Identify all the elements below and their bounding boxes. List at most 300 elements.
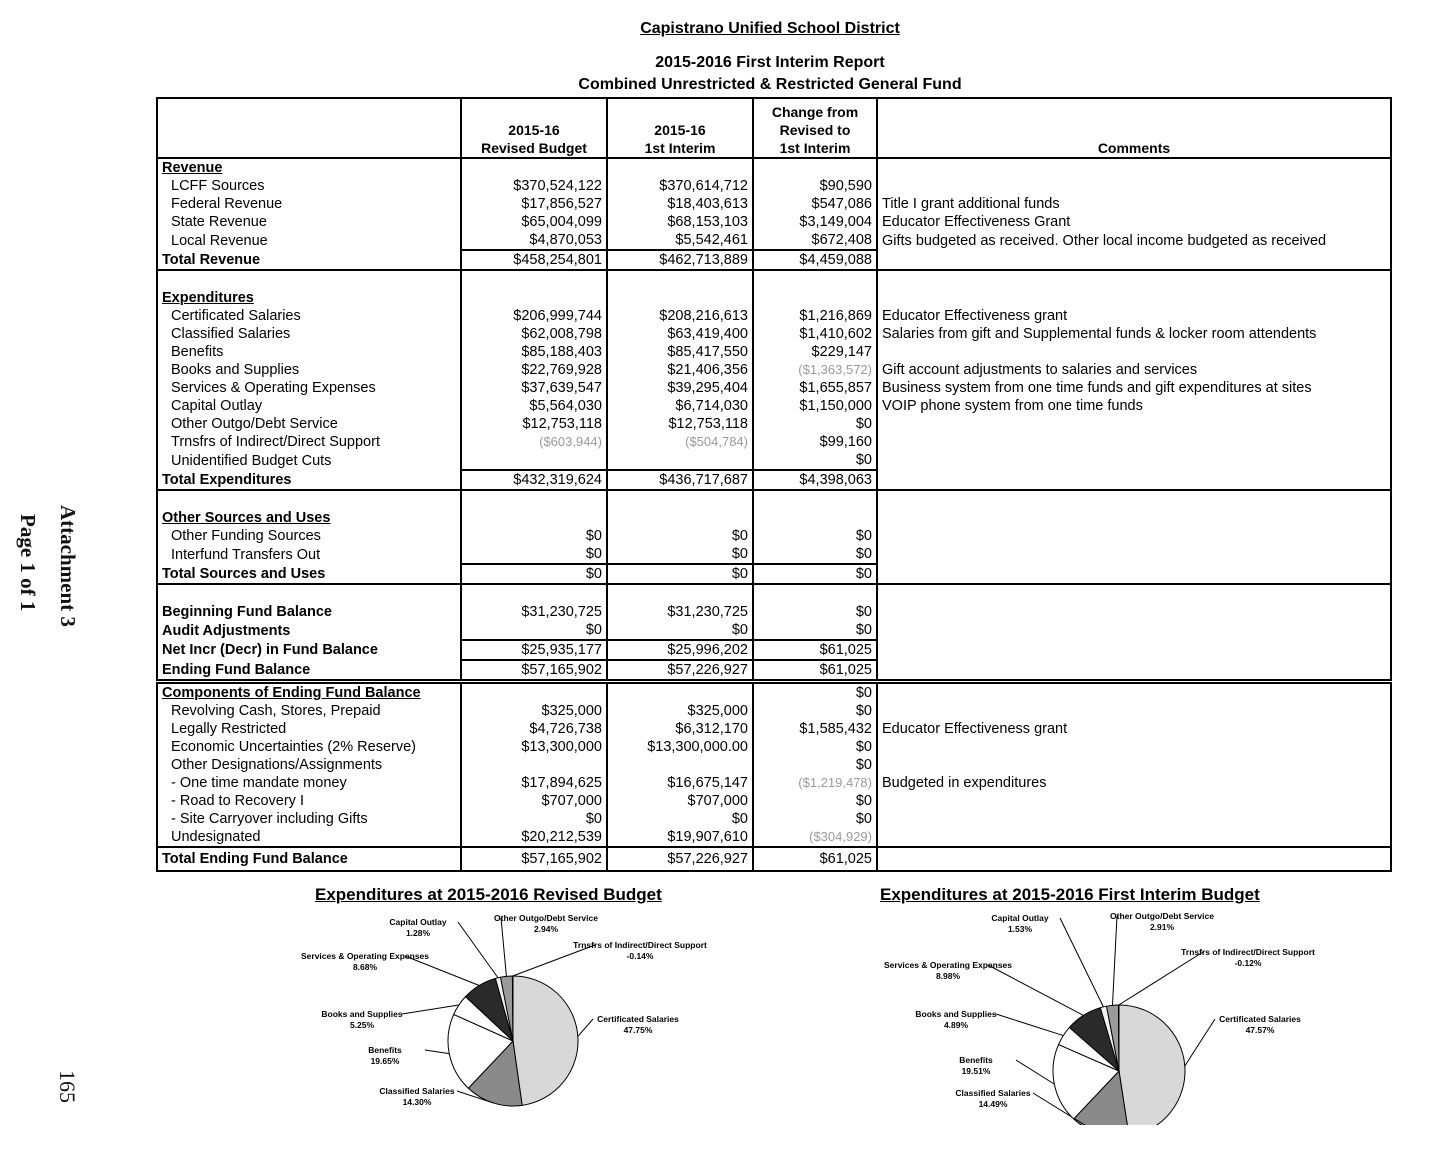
comment-cell <box>877 756 1391 774</box>
comment-cell: Business system from one time funds and gift expenditures at sites <box>877 379 1391 397</box>
section-heading: Components of Ending Fund Balance <box>157 683 461 702</box>
value-change: $0 <box>753 527 877 545</box>
row-label: Total Sources and Uses <box>157 564 461 584</box>
value-change: $90,590 <box>753 177 877 195</box>
value-change: $1,150,000 <box>753 397 877 415</box>
value-change: $4,459,088 <box>753 250 877 270</box>
value-revised: $0 <box>461 527 607 545</box>
header-line: 2015-16 <box>654 122 706 138</box>
comment-cell: Title I grant additional funds <box>877 195 1391 213</box>
value-interim: $0 <box>607 527 753 545</box>
table-row <box>157 527 1391 545</box>
slice-label: Certificated Salaries <box>1219 1014 1301 1024</box>
empty-cell <box>461 683 607 702</box>
pie-slice <box>513 976 578 1105</box>
section-heading-row <box>157 289 1391 307</box>
value-revised: ($603,944) <box>461 433 607 451</box>
slice-label: Classified Salaries <box>379 1086 455 1096</box>
value-interim: $6,312,170 <box>607 720 753 738</box>
row-label: Interfund Transfers Out <box>157 545 461 564</box>
value-interim: $0 <box>607 621 753 640</box>
slice-label: Capital Outlay <box>991 913 1049 923</box>
comment-cell: Educator Effectiveness grant <box>877 720 1391 738</box>
value-interim: $19,907,610 <box>607 828 753 847</box>
table-row <box>157 774 1391 792</box>
value-interim: $18,403,613 <box>607 195 753 213</box>
empty-cell <box>607 490 753 509</box>
slice-value-label: -0.12% <box>1234 958 1262 968</box>
total-row <box>157 250 1391 270</box>
value-interim: $707,000 <box>607 792 753 810</box>
value-change: $0 <box>753 564 877 584</box>
value-change: $0 <box>753 621 877 640</box>
slice-value-label: 4.89% <box>943 1020 969 1030</box>
value-interim: $325,000 <box>607 702 753 720</box>
value-change: $61,025 <box>753 847 877 871</box>
value-interim: $0 <box>607 810 753 828</box>
pie-chart-revised <box>300 905 720 1125</box>
spacer-row <box>157 270 1391 289</box>
slice-label: Books and Supplies <box>915 1009 997 1019</box>
empty-cell <box>877 270 1391 289</box>
report-title: 2015-2016 First Interim Report <box>655 54 885 71</box>
table-row <box>157 603 1391 621</box>
header-line: 1st Interim <box>779 140 851 156</box>
value-change: $672,408 <box>753 231 877 250</box>
row-label: Trnsfrs of Indirect/Direct Support <box>157 433 461 451</box>
value-change: $0 <box>753 756 877 774</box>
leader-line <box>501 918 506 976</box>
value-revised: $17,894,625 <box>461 774 607 792</box>
value-change: $547,086 <box>753 195 877 213</box>
value-change: $99,160 <box>753 433 877 451</box>
slice-label: Capital Outlay <box>389 917 447 927</box>
value-revised: $62,008,798 <box>461 325 607 343</box>
slice-label: Services & Operating Expenses <box>300 951 430 961</box>
value-interim: $12,753,118 <box>607 415 753 433</box>
value-revised: $13,300,000 <box>461 738 607 756</box>
header-line: Revised to <box>779 122 851 138</box>
comment-cell <box>877 250 1391 270</box>
value-interim <box>607 756 753 774</box>
slice-value-label: 5.25% <box>349 1020 375 1030</box>
empty-cell <box>877 158 1391 177</box>
comment-cell <box>877 527 1391 545</box>
table-row <box>157 738 1391 756</box>
slice-label: Certificated Salaries <box>597 1014 679 1024</box>
value-revised: $65,004,099 <box>461 213 607 231</box>
page-number: 165 <box>55 1070 80 1103</box>
value-revised: $0 <box>461 621 607 640</box>
comment-cell <box>877 702 1391 720</box>
value-revised: $458,254,801 <box>461 250 607 270</box>
spacer-row <box>157 584 1391 603</box>
slice-value-label: 8.98% <box>935 971 961 981</box>
slice-label: Trnsfrs of Indirect/Direct Support <box>573 940 707 950</box>
value-revised <box>461 451 607 470</box>
slice-value-label: 19.51% <box>961 1066 991 1076</box>
comment-cell <box>877 545 1391 564</box>
leader-line <box>1112 916 1117 1005</box>
empty-cell <box>461 270 607 289</box>
value-revised: $17,856,527 <box>461 195 607 213</box>
pie-slice <box>1119 1005 1185 1125</box>
row-label: Benefits <box>157 343 461 361</box>
header-line: Change from <box>771 104 859 120</box>
leader-line <box>578 1019 593 1036</box>
empty-cell <box>607 584 753 603</box>
value-revised: $370,524,122 <box>461 177 607 195</box>
value-interim: $0 <box>607 564 753 584</box>
table-row <box>157 307 1391 325</box>
table-row <box>157 343 1391 361</box>
value-change: $1,410,602 <box>753 325 877 343</box>
slice-value-label: 19.65% <box>370 1056 400 1066</box>
row-label: Services & Operating Expenses <box>157 379 461 397</box>
empty-cell <box>607 289 753 307</box>
empty-cell <box>461 158 607 177</box>
value-revised: $432,319,624 <box>461 470 607 490</box>
value-change: $0 <box>753 451 877 470</box>
leader-line <box>988 965 1083 1015</box>
leader-line <box>1119 952 1203 1005</box>
value-revised: $85,188,403 <box>461 343 607 361</box>
empty-cell <box>877 683 1391 702</box>
table-row <box>157 397 1391 415</box>
value-change: $0 <box>753 415 877 433</box>
value-change: $4,398,063 <box>753 470 877 490</box>
slice-value-label: 2.91% <box>1149 922 1175 932</box>
slice-label: Other Outgo/Debt Service <box>1110 911 1214 921</box>
pie-chart-interim <box>860 905 1340 1125</box>
value-change: $3,149,004 <box>753 213 877 231</box>
comment-cell: Educator Effectiveness grant <box>877 307 1391 325</box>
value-change: $61,025 <box>753 640 877 660</box>
comment-cell: VOIP phone system from one time funds <box>877 397 1391 415</box>
value-revised: $20,212,539 <box>461 828 607 847</box>
table-row <box>157 545 1391 564</box>
value-change: ($1,219,478) <box>753 774 877 792</box>
row-label: Federal Revenue <box>157 195 461 213</box>
slice-label: Other Outgo/Debt Service <box>494 913 598 923</box>
table-row <box>157 433 1391 451</box>
value-revised: $0 <box>461 545 607 564</box>
comment-cell <box>877 660 1391 680</box>
value-change: $0 <box>753 545 877 564</box>
leader-line <box>402 1005 459 1014</box>
slice-value-label: 14.49% <box>978 1099 1008 1109</box>
row-label: Total Expenditures <box>157 470 461 490</box>
leader-line <box>1185 1019 1215 1066</box>
header-first-interim <box>607 98 753 158</box>
value-revised: $4,870,053 <box>461 231 607 250</box>
value-revised: $57,165,902 <box>461 847 607 871</box>
comment-cell <box>877 564 1391 584</box>
value-revised: $0 <box>461 810 607 828</box>
empty-cell <box>753 584 877 603</box>
row-label: Ending Fund Balance <box>157 660 461 680</box>
page-of-label: Page 1 of 1 <box>16 514 40 612</box>
empty-cell <box>607 509 753 527</box>
table-row <box>157 177 1391 195</box>
row-label: Undesignated <box>157 828 461 847</box>
empty-cell <box>753 270 877 289</box>
value-interim: $85,417,550 <box>607 343 753 361</box>
row-label: Capital Outlay <box>157 397 461 415</box>
comment-cell <box>877 640 1391 660</box>
value-revised: $4,726,738 <box>461 720 607 738</box>
comment-cell <box>877 433 1391 451</box>
slice-label: Classified Salaries <box>955 1088 1031 1098</box>
empty-cell <box>461 490 607 509</box>
row-label: Classified Salaries <box>157 325 461 343</box>
row-label: Other Designations/Assignments <box>157 756 461 774</box>
table-row <box>157 792 1391 810</box>
comment-cell <box>877 603 1391 621</box>
total-row <box>157 660 1391 680</box>
section-heading: Expenditures <box>157 289 461 307</box>
value-change: $0 <box>753 810 877 828</box>
row-label: State Revenue <box>157 213 461 231</box>
comment-cell <box>877 177 1391 195</box>
comment-cell: Gifts budgeted as received. Other local income budgeted as received <box>877 231 1391 250</box>
row-label: Other Outgo/Debt Service <box>157 415 461 433</box>
value-interim: $0 <box>607 545 753 564</box>
value-interim: $57,226,927 <box>607 660 753 680</box>
table-row <box>157 195 1391 213</box>
value-change: $0 <box>753 702 877 720</box>
section-heading: Other Sources and Uses <box>157 509 461 527</box>
header-row <box>157 98 1391 158</box>
row-label: LCFF Sources <box>157 177 461 195</box>
value-revised: $37,639,547 <box>461 379 607 397</box>
empty-cell <box>877 584 1391 603</box>
value-change: $0 <box>753 603 877 621</box>
comment-cell: Salaries from gift and Supplemental funds & locker room attendents <box>877 325 1391 343</box>
value-change: $0 <box>753 738 877 756</box>
comment-cell <box>877 343 1391 361</box>
comment-cell <box>877 470 1391 490</box>
spacer-row <box>157 490 1391 509</box>
comment-cell <box>877 415 1391 433</box>
empty-cell <box>461 289 607 307</box>
leader-line <box>458 922 498 978</box>
header-revised-budget <box>461 98 607 158</box>
comment-cell <box>877 847 1391 871</box>
row-label: Total Revenue <box>157 250 461 270</box>
row-label: - Site Carryover including Gifts <box>157 810 461 828</box>
slice-label: Services & Operating Expenses <box>883 960 1013 970</box>
chart-title-interim: Expenditures at 2015-2016 First Interim Budget <box>880 885 1260 904</box>
value-interim: $57,226,927 <box>607 847 753 871</box>
row-label: Revolving Cash, Stores, Prepaid <box>157 702 461 720</box>
comment-cell <box>877 810 1391 828</box>
table-row <box>157 828 1391 847</box>
empty-cell <box>607 683 753 702</box>
value-interim: $436,717,687 <box>607 470 753 490</box>
row-label: - One time mandate money <box>157 774 461 792</box>
slice-value-label: 47.57% <box>1245 1025 1275 1035</box>
value-revised: $25,935,177 <box>461 640 607 660</box>
slice-label: Benefits <box>368 1045 402 1055</box>
pie-slice <box>512 976 513 1041</box>
table-row <box>157 379 1391 397</box>
value-revised <box>461 756 607 774</box>
components-table <box>156 682 1392 872</box>
empty-cell <box>877 289 1391 307</box>
slice-label: Trnsfrs of Indirect/Direct Support <box>1181 947 1315 957</box>
value-change: $1,655,857 <box>753 379 877 397</box>
header-comments: Comments <box>877 98 1391 158</box>
value-change: $1,585,432 <box>753 720 877 738</box>
row-label: Unidentified Budget Cuts <box>157 451 461 470</box>
empty-cell <box>157 584 461 603</box>
row-label: - Road to Recovery I <box>157 792 461 810</box>
leader-line <box>1016 1060 1054 1084</box>
value-change <box>753 289 877 307</box>
empty-cell <box>157 490 461 509</box>
leader-line <box>996 1014 1063 1036</box>
value-interim: $21,406,356 <box>607 361 753 379</box>
value-interim: $13,300,000.00 <box>607 738 753 756</box>
value-revised: $22,769,928 <box>461 361 607 379</box>
value-change <box>753 158 877 177</box>
chart-title-revised: Expenditures at 2015-2016 Revised Budget <box>315 885 662 904</box>
value-change <box>753 509 877 527</box>
table-row <box>157 325 1391 343</box>
total-row <box>157 470 1391 490</box>
section-heading-row <box>157 158 1391 177</box>
row-label: Net Incr (Decr) in Fund Balance <box>157 640 461 660</box>
leader-line <box>425 1050 449 1054</box>
section-heading: Revenue <box>157 158 461 177</box>
row-label: Audit Adjustments <box>157 621 461 640</box>
attachment-label: Attachment 3 <box>56 505 80 627</box>
value-revised: $31,230,725 <box>461 603 607 621</box>
report-table <box>156 97 1392 681</box>
fund-title: Combined Unrestricted & Restricted General Fund <box>578 76 962 93</box>
table-row <box>157 451 1391 470</box>
section-heading-row <box>157 509 1391 527</box>
slice-value-label: 2.94% <box>533 924 559 934</box>
total-row <box>157 564 1391 584</box>
header-change <box>753 98 877 158</box>
value-revised: $325,000 <box>461 702 607 720</box>
comment-cell: Budgeted in expenditures <box>877 774 1391 792</box>
row-label: Other Funding Sources <box>157 527 461 545</box>
value-interim: $25,996,202 <box>607 640 753 660</box>
value-change: ($1,363,572) <box>753 361 877 379</box>
table-row <box>157 213 1391 231</box>
slice-value-label: -0.14% <box>626 951 654 961</box>
header-line: 2015-16 <box>508 122 560 138</box>
value-change: $229,147 <box>753 343 877 361</box>
value-interim: $370,614,712 <box>607 177 753 195</box>
empty-cell <box>607 270 753 289</box>
table-row <box>157 415 1391 433</box>
value-change: $0 <box>753 683 877 702</box>
value-interim: $208,216,613 <box>607 307 753 325</box>
value-interim <box>607 451 753 470</box>
empty-cell <box>157 270 461 289</box>
row-label: Total Ending Fund Balance <box>157 847 461 871</box>
value-change: ($304,929) <box>753 828 877 847</box>
slice-value-label: 1.28% <box>405 928 431 938</box>
empty-cell <box>753 490 877 509</box>
comment-cell <box>877 738 1391 756</box>
header-line: 1st Interim <box>644 140 716 156</box>
value-interim: $6,714,030 <box>607 397 753 415</box>
comment-cell <box>877 451 1391 470</box>
table-row <box>157 231 1391 250</box>
slice-value-label: 1.53% <box>1007 924 1033 934</box>
empty-cell <box>877 490 1391 509</box>
comment-cell <box>877 792 1391 810</box>
value-revised: $12,753,118 <box>461 415 607 433</box>
empty-cell <box>461 584 607 603</box>
empty-cell <box>607 158 753 177</box>
table-row <box>157 621 1391 640</box>
value-change: $0 <box>753 792 877 810</box>
leader-line <box>1060 918 1103 1007</box>
comment-cell <box>877 621 1391 640</box>
table-row <box>157 702 1391 720</box>
section-heading-row <box>157 683 1391 702</box>
value-revised: $57,165,902 <box>461 660 607 680</box>
slice-value-label: 47.75% <box>623 1025 653 1035</box>
value-revised: $0 <box>461 564 607 584</box>
slice-value-label: 8.68% <box>352 962 378 972</box>
comment-cell <box>877 828 1391 847</box>
row-label: Beginning Fund Balance <box>157 603 461 621</box>
table-row <box>157 720 1391 738</box>
value-interim: $63,419,400 <box>607 325 753 343</box>
slice-label: Benefits <box>959 1055 993 1065</box>
value-interim: $5,542,461 <box>607 231 753 250</box>
comment-cell: Gift account adjustments to salaries and services <box>877 361 1391 379</box>
table-row <box>157 640 1391 660</box>
comment-cell: Educator Effectiveness Grant <box>877 213 1391 231</box>
value-change: $61,025 <box>753 660 877 680</box>
header-line: Revised Budget <box>481 140 587 156</box>
value-revised: $5,564,030 <box>461 397 607 415</box>
empty-cell <box>461 509 607 527</box>
value-interim: $39,295,404 <box>607 379 753 397</box>
header-empty <box>157 98 461 158</box>
total-row <box>157 847 1391 871</box>
value-interim: ($504,784) <box>607 433 753 451</box>
value-interim: $31,230,725 <box>607 603 753 621</box>
slice-value-label: 14.30% <box>402 1097 432 1107</box>
row-label: Economic Uncertainties (2% Reserve) <box>157 738 461 756</box>
value-revised: $206,999,744 <box>461 307 607 325</box>
row-label: Local Revenue <box>157 231 461 250</box>
row-label: Certificated Salaries <box>157 307 461 325</box>
table-row <box>157 810 1391 828</box>
value-change: $1,216,869 <box>753 307 877 325</box>
empty-cell <box>877 509 1391 527</box>
slice-label: Books and Supplies <box>321 1009 403 1019</box>
value-revised: $707,000 <box>461 792 607 810</box>
district-title: Capistrano Unified School District <box>640 20 900 37</box>
value-interim: $462,713,889 <box>607 250 753 270</box>
row-label: Books and Supplies <box>157 361 461 379</box>
row-label: Legally Restricted <box>157 720 461 738</box>
value-interim: $16,675,147 <box>607 774 753 792</box>
table-row <box>157 361 1391 379</box>
table-row <box>157 756 1391 774</box>
value-interim: $68,153,103 <box>607 213 753 231</box>
